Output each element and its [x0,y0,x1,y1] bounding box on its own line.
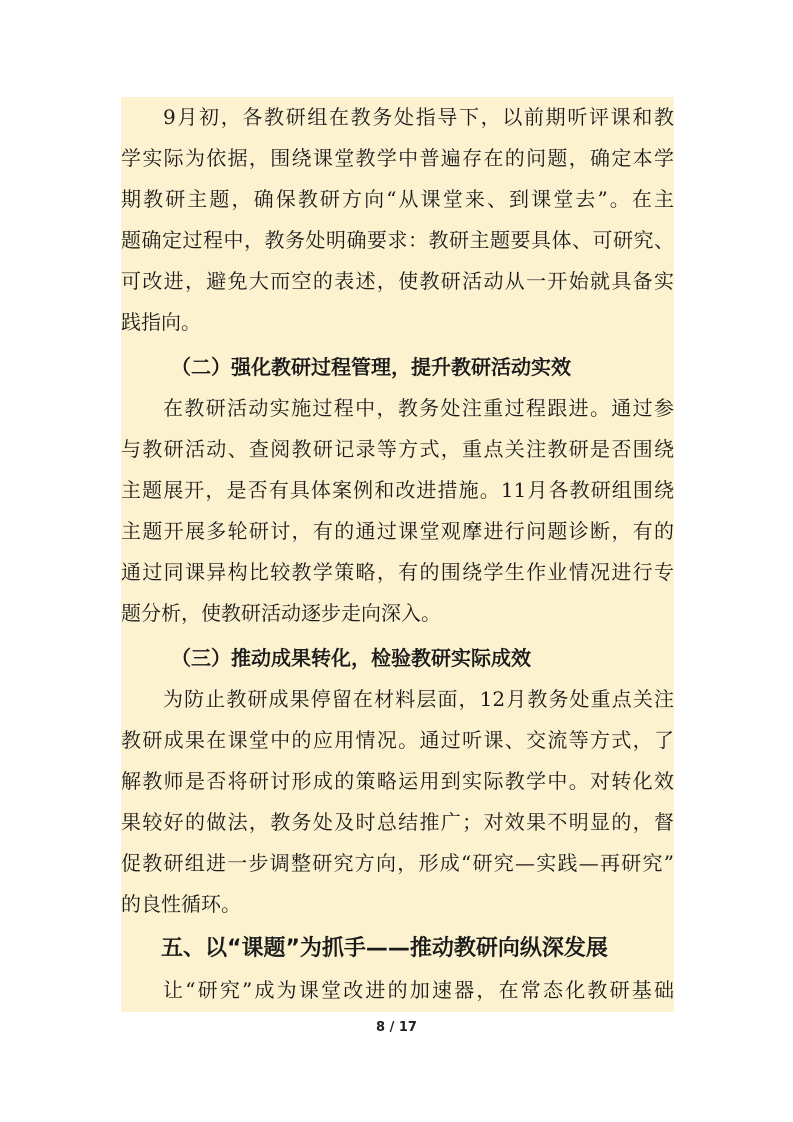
paragraph-line: 9月初，各教研组在教务处指导下，以前期听评课和教 [163,105,674,129]
paragraph-line: 期教研主题，确保教研方向“从课堂来、到课堂去”。在主 [121,187,674,211]
paragraph-line: 通过同课异构比较教学策略，有的围绕学生作业情况进行专 [121,560,674,584]
paragraph-line: 与教研活动、查阅教研记录等方式，重点关注教研是否围绕 [121,437,674,461]
paragraph-line: 主题开展多轮研讨，有的通过课堂观摩进行问题诊断，有的 [121,519,674,543]
paragraph-line: 在教研活动实施过程中，教务处注重过程跟进。通过参 [163,396,674,420]
paragraph-line: 让“研究”成为课堂改进的加速器，在常态化教研基础 [163,978,674,1002]
paragraph-line: 解教师是否将研讨形成的策略运用到实际教学中。对转化效 [121,769,674,793]
paragraph-line: 学实际为依据，围绕课堂教学中普遍存在的问题，确定本学 [121,146,674,170]
paragraph-line: 可改进，避免大而空的表述，使教研活动从一开始就具备实 [121,269,674,293]
paragraph-line: 的良性循环。 [121,892,241,916]
document-content [121,97,674,1012]
paragraph-line: 促教研组进一步调整研究方向，形成“研究—实践—再研究” [121,851,674,875]
paragraph-line: 主题展开，是否有具体案例和改进措施。11月各教研组围绕 [121,478,674,502]
section-subheading: （三）推动成果转化，检验教研实际成效 [171,646,531,670]
section-subheading: （二）强化教研过程管理，提升教研活动实效 [171,355,571,379]
paragraph-line: 果较好的做法，教务处及时总结推广；对效果不明显的，督 [121,810,674,834]
paragraph-line: 为防止教研成果停留在材料层面，12月教务处重点关注 [163,687,674,711]
paragraph-line: 题确定过程中，教务处明确要求：教研主题要具体、可研究、 [121,228,674,252]
paragraph-line: 践指向。 [121,310,201,334]
page-number: 8 / 17 [376,1020,417,1035]
paragraph-line: 题分析，使教研活动逐步走向深入。 [121,601,441,625]
paragraph-line: 教研成果在课堂中的应用情况。通过听课、交流等方式，了 [121,728,674,752]
section-heading: 五、以“课题”为抓手——推动教研向纵深发展 [161,936,608,961]
